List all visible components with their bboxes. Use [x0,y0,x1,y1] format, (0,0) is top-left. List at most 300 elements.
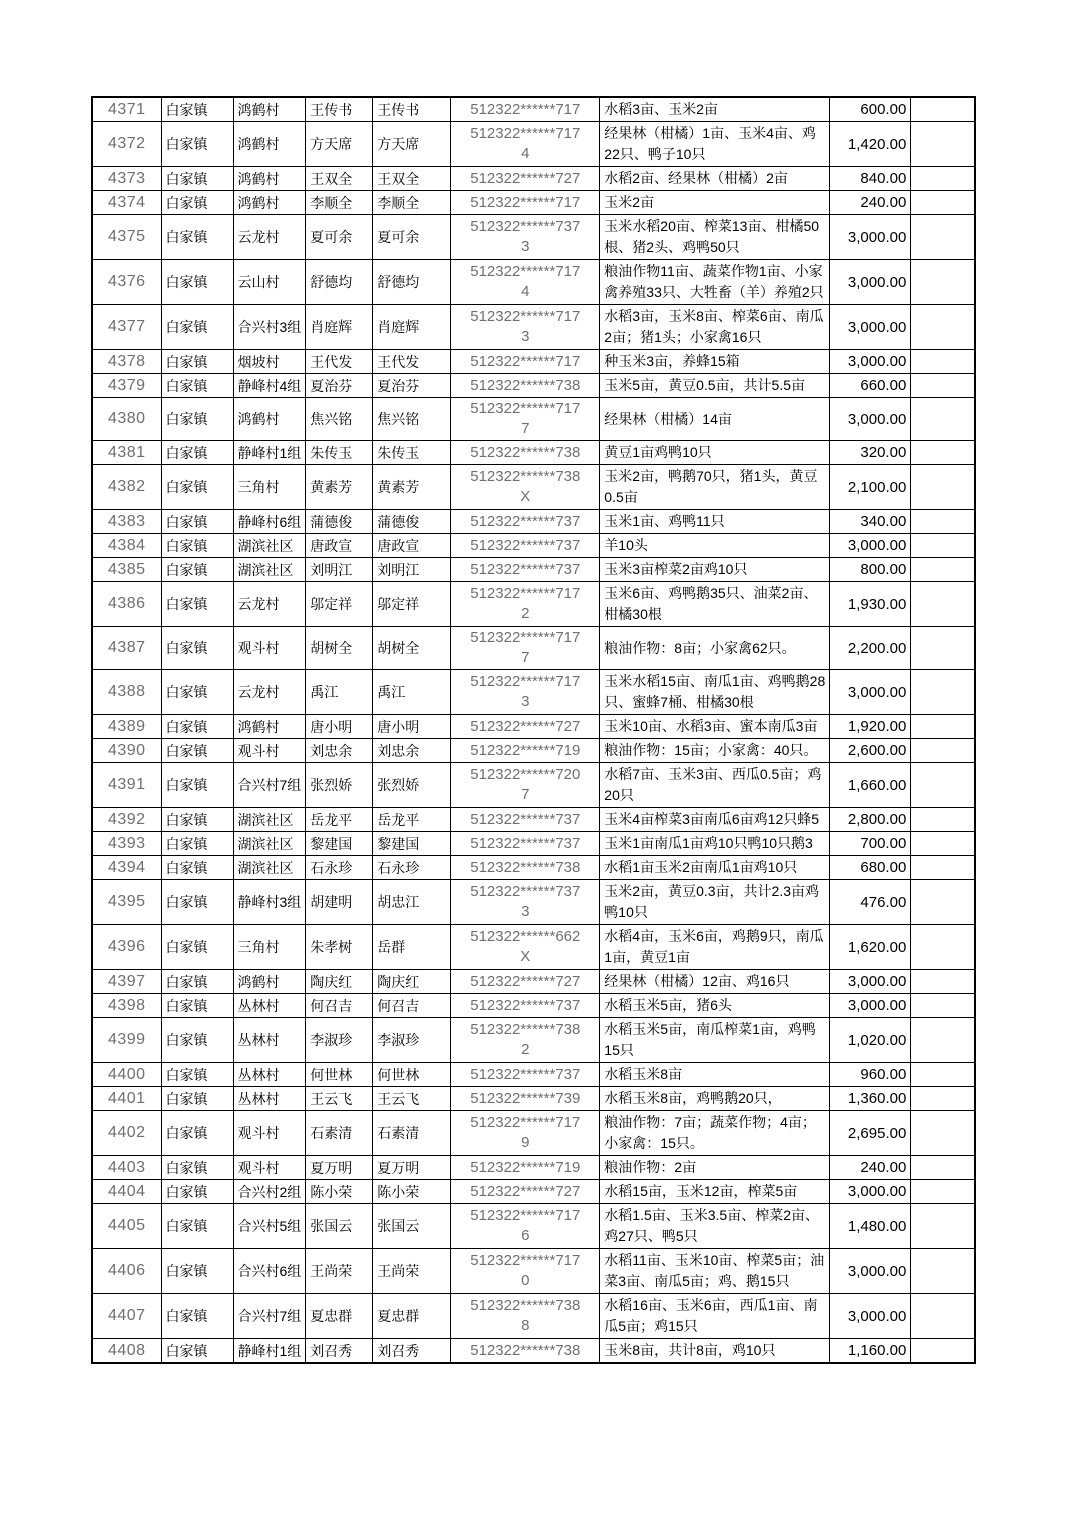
row-number-cell[interactable] [92,1339,161,1364]
household-name-cell[interactable] [306,305,373,350]
empty-cell[interactable] [911,510,975,534]
empty-cell[interactable] [911,350,975,374]
id-number-cell[interactable] [451,832,600,856]
town-cell[interactable] [161,558,233,582]
id-number-cell[interactable] [451,167,600,191]
production-desc-cell[interactable] [600,808,830,832]
id-number-cell[interactable] [451,715,600,739]
row-number-cell[interactable] [92,994,161,1018]
row-number-cell[interactable] [92,1018,161,1063]
town-cell[interactable] [161,167,233,191]
village-cell[interactable] [233,558,306,582]
id-number-cell[interactable] [451,350,600,374]
amount-cell[interactable] [830,832,911,856]
recipient-name-cell[interactable] [373,510,451,534]
amount-cell[interactable] [830,1156,911,1180]
production-desc-cell[interactable] [600,260,830,305]
id-number-cell[interactable] [451,1087,600,1111]
village-cell[interactable] [233,994,306,1018]
production-desc-cell[interactable] [600,305,830,350]
empty-cell[interactable] [911,465,975,510]
town-cell[interactable] [161,994,233,1018]
household-name-cell[interactable] [306,670,373,715]
empty-cell[interactable] [911,715,975,739]
id-number-cell[interactable] [451,398,600,441]
empty-cell[interactable] [911,398,975,441]
production-desc-cell[interactable] [600,1111,830,1156]
production-desc-cell[interactable] [600,510,830,534]
household-name-cell[interactable] [306,739,373,763]
household-name-cell[interactable] [306,1294,373,1339]
recipient-name-cell[interactable] [373,441,451,465]
town-cell[interactable] [161,1018,233,1063]
recipient-name-cell[interactable] [373,970,451,994]
row-number-cell[interactable] [92,260,161,305]
id-number-cell[interactable] [451,925,600,970]
household-name-cell[interactable] [306,441,373,465]
village-cell[interactable] [233,1087,306,1111]
amount-cell[interactable] [830,374,911,398]
recipient-name-cell[interactable] [373,1018,451,1063]
recipient-name-cell[interactable] [373,1111,451,1156]
village-cell[interactable] [233,350,306,374]
recipient-name-cell[interactable] [373,808,451,832]
row-number-cell[interactable] [92,832,161,856]
row-number-cell[interactable] [92,1087,161,1111]
production-desc-cell[interactable] [600,97,830,122]
production-desc-cell[interactable] [600,1204,830,1249]
id-number-cell[interactable] [451,510,600,534]
empty-cell[interactable] [911,191,975,215]
town-cell[interactable] [161,627,233,670]
recipient-name-cell[interactable] [373,374,451,398]
household-name-cell[interactable] [306,627,373,670]
empty-cell[interactable] [911,1294,975,1339]
id-number-cell[interactable] [451,305,600,350]
amount-cell[interactable] [830,715,911,739]
amount-cell[interactable] [830,739,911,763]
household-name-cell[interactable] [306,808,373,832]
id-number-cell[interactable] [451,97,600,122]
amount-cell[interactable] [830,1180,911,1204]
village-cell[interactable] [233,925,306,970]
town-cell[interactable] [161,582,233,627]
household-name-cell[interactable] [306,1156,373,1180]
empty-cell[interactable] [911,534,975,558]
empty-cell[interactable] [911,441,975,465]
amount-cell[interactable] [830,670,911,715]
empty-cell[interactable] [911,122,975,167]
recipient-name-cell[interactable] [373,260,451,305]
village-cell[interactable] [233,122,306,167]
empty-cell[interactable] [911,670,975,715]
village-cell[interactable] [233,215,306,260]
empty-cell[interactable] [911,1249,975,1294]
recipient-name-cell[interactable] [373,1156,451,1180]
production-desc-cell[interactable] [600,1087,830,1111]
amount-cell[interactable] [830,1063,911,1087]
empty-cell[interactable] [911,1111,975,1156]
production-desc-cell[interactable] [600,1018,830,1063]
recipient-name-cell[interactable] [373,1294,451,1339]
id-number-cell[interactable] [451,970,600,994]
recipient-name-cell[interactable] [373,1180,451,1204]
empty-cell[interactable] [911,1156,975,1180]
amount-cell[interactable] [830,305,911,350]
production-desc-cell[interactable] [600,582,830,627]
amount-cell[interactable] [830,970,911,994]
empty-cell[interactable] [911,856,975,880]
household-name-cell[interactable] [306,1204,373,1249]
town-cell[interactable] [161,1111,233,1156]
recipient-name-cell[interactable] [373,97,451,122]
id-number-cell[interactable] [451,994,600,1018]
household-name-cell[interactable] [306,1111,373,1156]
row-number-cell[interactable] [92,1111,161,1156]
row-number-cell[interactable] [92,925,161,970]
production-desc-cell[interactable] [600,167,830,191]
row-number-cell[interactable] [92,350,161,374]
recipient-name-cell[interactable] [373,465,451,510]
production-desc-cell[interactable] [600,1249,830,1294]
production-desc-cell[interactable] [600,1156,830,1180]
town-cell[interactable] [161,260,233,305]
recipient-name-cell[interactable] [373,398,451,441]
household-name-cell[interactable] [306,1249,373,1294]
production-desc-cell[interactable] [600,880,830,925]
recipient-name-cell[interactable] [373,670,451,715]
empty-cell[interactable] [911,627,975,670]
town-cell[interactable] [161,925,233,970]
empty-cell[interactable] [911,1180,975,1204]
village-cell[interactable] [233,763,306,808]
row-number-cell[interactable] [92,510,161,534]
household-name-cell[interactable] [306,191,373,215]
id-number-cell[interactable] [451,441,600,465]
row-number-cell[interactable] [92,1204,161,1249]
id-number-cell[interactable] [451,1018,600,1063]
production-desc-cell[interactable] [600,191,830,215]
village-cell[interactable] [233,627,306,670]
row-number-cell[interactable] [92,215,161,260]
empty-cell[interactable] [911,1063,975,1087]
recipient-name-cell[interactable] [373,582,451,627]
household-name-cell[interactable] [306,715,373,739]
village-cell[interactable] [233,1249,306,1294]
id-number-cell[interactable] [451,1294,600,1339]
id-number-cell[interactable] [451,763,600,808]
household-name-cell[interactable] [306,534,373,558]
household-name-cell[interactable] [306,994,373,1018]
row-number-cell[interactable] [92,627,161,670]
recipient-name-cell[interactable] [373,763,451,808]
amount-cell[interactable] [830,763,911,808]
recipient-name-cell[interactable] [373,925,451,970]
row-number-cell[interactable] [92,97,161,122]
row-number-cell[interactable] [92,1294,161,1339]
recipient-name-cell[interactable] [373,994,451,1018]
household-name-cell[interactable] [306,1063,373,1087]
production-desc-cell[interactable] [600,441,830,465]
empty-cell[interactable] [911,305,975,350]
town-cell[interactable] [161,534,233,558]
amount-cell[interactable] [830,398,911,441]
row-number-cell[interactable] [92,1063,161,1087]
village-cell[interactable] [233,167,306,191]
empty-cell[interactable] [911,1018,975,1063]
row-number-cell[interactable] [92,1180,161,1204]
amount-cell[interactable] [830,260,911,305]
empty-cell[interactable] [911,558,975,582]
amount-cell[interactable] [830,167,911,191]
village-cell[interactable] [233,856,306,880]
town-cell[interactable] [161,350,233,374]
village-cell[interactable] [233,739,306,763]
village-cell[interactable] [233,1294,306,1339]
id-number-cell[interactable] [451,1111,600,1156]
town-cell[interactable] [161,398,233,441]
id-number-cell[interactable] [451,558,600,582]
empty-cell[interactable] [911,925,975,970]
village-cell[interactable] [233,670,306,715]
id-number-cell[interactable] [451,808,600,832]
household-name-cell[interactable] [306,763,373,808]
village-cell[interactable] [233,510,306,534]
village-cell[interactable] [233,465,306,510]
row-number-cell[interactable] [92,122,161,167]
recipient-name-cell[interactable] [373,832,451,856]
household-name-cell[interactable] [306,1180,373,1204]
village-cell[interactable] [233,1204,306,1249]
town-cell[interactable] [161,715,233,739]
village-cell[interactable] [233,808,306,832]
id-number-cell[interactable] [451,582,600,627]
empty-cell[interactable] [911,215,975,260]
empty-cell[interactable] [911,374,975,398]
empty-cell[interactable] [911,970,975,994]
row-number-cell[interactable] [92,880,161,925]
id-number-cell[interactable] [451,215,600,260]
village-cell[interactable] [233,715,306,739]
production-desc-cell[interactable] [600,970,830,994]
id-number-cell[interactable] [451,1063,600,1087]
production-desc-cell[interactable] [600,670,830,715]
empty-cell[interactable] [911,1204,975,1249]
amount-cell[interactable] [830,215,911,260]
amount-cell[interactable] [830,1294,911,1339]
town-cell[interactable] [161,880,233,925]
amount-cell[interactable] [830,534,911,558]
village-cell[interactable] [233,1156,306,1180]
village-cell[interactable] [233,1018,306,1063]
recipient-name-cell[interactable] [373,1063,451,1087]
empty-cell[interactable] [911,763,975,808]
town-cell[interactable] [161,1087,233,1111]
amount-cell[interactable] [830,925,911,970]
household-name-cell[interactable] [306,558,373,582]
household-name-cell[interactable] [306,374,373,398]
production-desc-cell[interactable] [600,558,830,582]
recipient-name-cell[interactable] [373,1249,451,1294]
amount-cell[interactable] [830,558,911,582]
id-number-cell[interactable] [451,260,600,305]
amount-cell[interactable] [830,1111,911,1156]
row-number-cell[interactable] [92,715,161,739]
household-name-cell[interactable] [306,582,373,627]
amount-cell[interactable] [830,191,911,215]
household-name-cell[interactable] [306,925,373,970]
production-desc-cell[interactable] [600,374,830,398]
amount-cell[interactable] [830,880,911,925]
row-number-cell[interactable] [92,1156,161,1180]
row-number-cell[interactable] [92,670,161,715]
id-number-cell[interactable] [451,374,600,398]
household-name-cell[interactable] [306,215,373,260]
recipient-name-cell[interactable] [373,715,451,739]
row-number-cell[interactable] [92,1249,161,1294]
town-cell[interactable] [161,1180,233,1204]
amount-cell[interactable] [830,627,911,670]
row-number-cell[interactable] [92,465,161,510]
recipient-name-cell[interactable] [373,350,451,374]
town-cell[interactable] [161,970,233,994]
household-name-cell[interactable] [306,832,373,856]
village-cell[interactable] [233,1180,306,1204]
row-number-cell[interactable] [92,558,161,582]
town-cell[interactable] [161,1156,233,1180]
household-name-cell[interactable] [306,1339,373,1364]
household-name-cell[interactable] [306,1087,373,1111]
id-number-cell[interactable] [451,465,600,510]
production-desc-cell[interactable] [600,1063,830,1087]
household-name-cell[interactable] [306,970,373,994]
production-desc-cell[interactable] [600,715,830,739]
recipient-name-cell[interactable] [373,534,451,558]
production-desc-cell[interactable] [600,856,830,880]
household-name-cell[interactable] [306,122,373,167]
amount-cell[interactable] [830,1204,911,1249]
row-number-cell[interactable] [92,167,161,191]
empty-cell[interactable] [911,832,975,856]
recipient-name-cell[interactable] [373,1204,451,1249]
town-cell[interactable] [161,1294,233,1339]
production-desc-cell[interactable] [600,925,830,970]
production-desc-cell[interactable] [600,994,830,1018]
village-cell[interactable] [233,582,306,627]
village-cell[interactable] [233,1063,306,1087]
empty-cell[interactable] [911,97,975,122]
id-number-cell[interactable] [451,739,600,763]
production-desc-cell[interactable] [600,627,830,670]
village-cell[interactable] [233,97,306,122]
production-desc-cell[interactable] [600,1339,830,1364]
row-number-cell[interactable] [92,856,161,880]
town-cell[interactable] [161,215,233,260]
amount-cell[interactable] [830,97,911,122]
town-cell[interactable] [161,739,233,763]
amount-cell[interactable] [830,856,911,880]
village-cell[interactable] [233,1111,306,1156]
village-cell[interactable] [233,260,306,305]
village-cell[interactable] [233,305,306,350]
row-number-cell[interactable] [92,808,161,832]
production-desc-cell[interactable] [600,398,830,441]
recipient-name-cell[interactable] [373,191,451,215]
town-cell[interactable] [161,1063,233,1087]
household-name-cell[interactable] [306,398,373,441]
production-desc-cell[interactable] [600,122,830,167]
row-number-cell[interactable] [92,534,161,558]
production-desc-cell[interactable] [600,350,830,374]
empty-cell[interactable] [911,260,975,305]
town-cell[interactable] [161,670,233,715]
recipient-name-cell[interactable] [373,739,451,763]
row-number-cell[interactable] [92,398,161,441]
household-name-cell[interactable] [306,856,373,880]
amount-cell[interactable] [830,1018,911,1063]
row-number-cell[interactable] [92,374,161,398]
empty-cell[interactable] [911,808,975,832]
production-desc-cell[interactable] [600,739,830,763]
town-cell[interactable] [161,1339,233,1364]
amount-cell[interactable] [830,465,911,510]
empty-cell[interactable] [911,880,975,925]
village-cell[interactable] [233,880,306,925]
id-number-cell[interactable] [451,1249,600,1294]
empty-cell[interactable] [911,167,975,191]
village-cell[interactable] [233,534,306,558]
town-cell[interactable] [161,763,233,808]
town-cell[interactable] [161,808,233,832]
recipient-name-cell[interactable] [373,627,451,670]
household-name-cell[interactable] [306,880,373,925]
id-number-cell[interactable] [451,670,600,715]
town-cell[interactable] [161,1204,233,1249]
household-name-cell[interactable] [306,167,373,191]
production-desc-cell[interactable] [600,1180,830,1204]
id-number-cell[interactable] [451,1339,600,1364]
amount-cell[interactable] [830,582,911,627]
town-cell[interactable] [161,305,233,350]
recipient-name-cell[interactable] [373,167,451,191]
village-cell[interactable] [233,398,306,441]
recipient-name-cell[interactable] [373,215,451,260]
town-cell[interactable] [161,510,233,534]
id-number-cell[interactable] [451,1204,600,1249]
amount-cell[interactable] [830,1249,911,1294]
row-number-cell[interactable] [92,970,161,994]
row-number-cell[interactable] [92,191,161,215]
row-number-cell[interactable] [92,441,161,465]
recipient-name-cell[interactable] [373,1087,451,1111]
id-number-cell[interactable] [451,1156,600,1180]
town-cell[interactable] [161,465,233,510]
production-desc-cell[interactable] [600,832,830,856]
production-desc-cell[interactable] [600,763,830,808]
amount-cell[interactable] [830,350,911,374]
empty-cell[interactable] [911,739,975,763]
village-cell[interactable] [233,970,306,994]
amount-cell[interactable] [830,1339,911,1364]
id-number-cell[interactable] [451,627,600,670]
id-number-cell[interactable] [451,856,600,880]
town-cell[interactable] [161,856,233,880]
recipient-name-cell[interactable] [373,558,451,582]
household-name-cell[interactable] [306,465,373,510]
amount-cell[interactable] [830,441,911,465]
id-number-cell[interactable] [451,1180,600,1204]
household-name-cell[interactable] [306,350,373,374]
